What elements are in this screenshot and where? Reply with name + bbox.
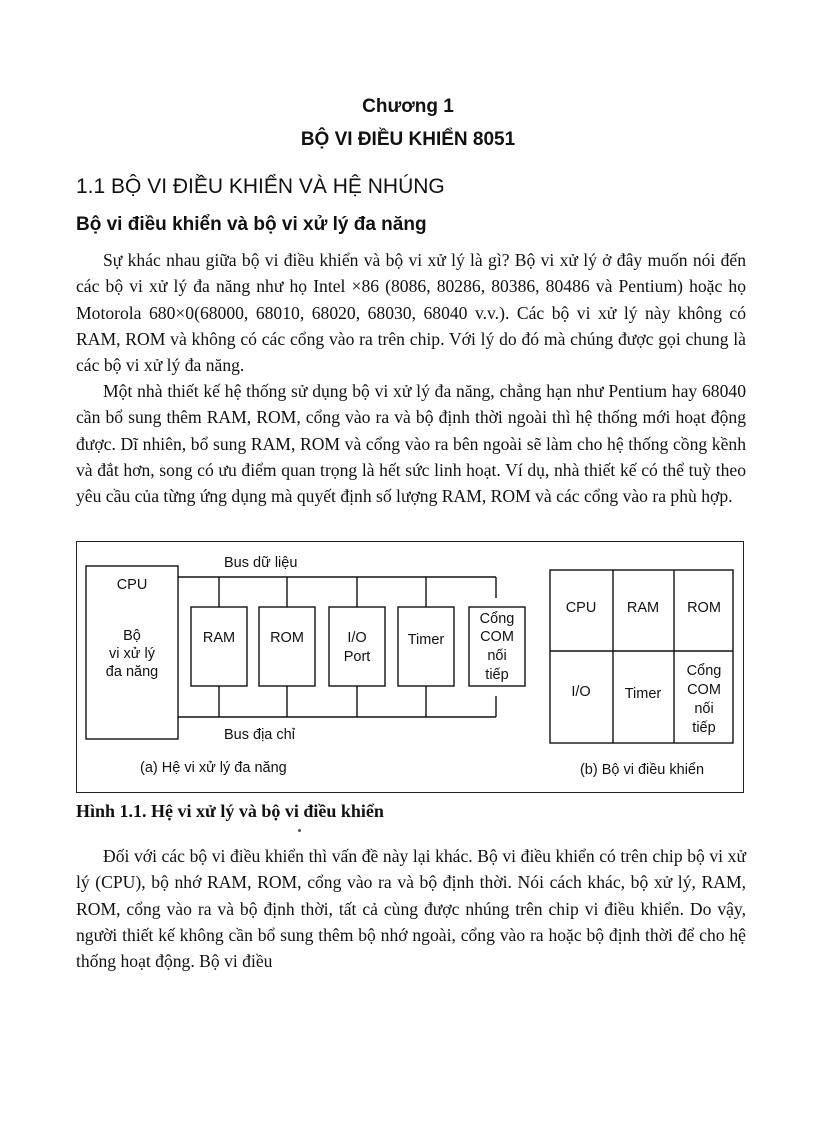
paragraph-1: Sự khác nhau giữa bộ vi điều khiển và bộ vi xử lý là gì? Bộ vi xử lý ở đây muốn nói đến các bộ vi xử lý đa năng như họ Intel ×86 (8086, 80286, 80386, 80486 và Pentium) hoặc họ Motorola 680×0(68000, 68010, 68020, 68030, 68040 v.v.). Các bộ vi xử lý này không có RAM, ROM và không có các cổng vào ra trên chip. Với lý do đó mà chúng được gọi chung là các bộ vi xử lý đa năng. <box>76 250 746 376</box>
paragraph-3: Đối với các bộ vi điều khiển thì vấn đề này lại khác. Bộ vi điều khiển có trên chip bộ vi xử lý (CPU), bộ nhớ RAM, ROM, cổng vào ra và bộ định thời. Nói cách khác, bộ xử lý, RAM, ROM, cổng vào ra và bộ định thời, tất cả cùng được nhúng trên chip vi điều khiển. Do vậy, người thiết kế không cần bổ sung thêm bộ nhớ ngoài, cổng vào ra hoặc bộ định thời để cho hệ thống hoạt động. Bộ vi điều <box>76 846 746 972</box>
stray-dot <box>298 829 301 832</box>
diagram-a <box>86 566 733 743</box>
rom-label: ROM <box>270 630 304 646</box>
com-label-line-3: nối <box>487 648 507 664</box>
io-label-line-1: I/O <box>347 630 367 646</box>
com-label-line-1: Cổng <box>479 611 515 627</box>
mcu-io-label: I/O <box>571 684 591 700</box>
io-box <box>329 607 385 686</box>
com-label-line-4: tiếp <box>485 667 509 683</box>
chapter-number: Chương 1 <box>362 96 454 117</box>
mcu-timer-label: Timer <box>624 686 662 702</box>
figure-caption: Hình 1.1. Hệ vi xử lý và bộ vi điều khiển <box>76 801 384 821</box>
subsection-title: Bộ vi điều khiển và bộ vi xử lý đa năng <box>76 214 427 235</box>
timer-label: Timer <box>407 632 445 648</box>
io-label-line-2: Port <box>343 649 371 665</box>
com-label-line-2: COM <box>480 629 514 645</box>
mcu-rom-label: ROM <box>687 600 721 616</box>
mcu-com-line-2: COM <box>687 682 721 698</box>
rom-box <box>259 607 315 686</box>
ram-box <box>191 607 247 686</box>
mcu-com-line-3: nối <box>694 701 714 717</box>
figure-a-caption: (a) Hệ vi xử lý đa năng <box>140 760 287 776</box>
diagram-a-labels <box>106 555 515 776</box>
mcu-cpu-label: CPU <box>565 600 597 616</box>
mcu-com-line-4: tiếp <box>692 720 716 736</box>
chapter-title: BỘ VI ĐIỀU KHIỂN 8051 <box>300 129 516 150</box>
mcu-ram-label: RAM <box>626 600 660 616</box>
data-bus-label: Bus dữ liệu <box>224 555 298 571</box>
microcontroller-box <box>550 570 733 743</box>
paragraph-2: Một nhà thiết kế hệ thống sử dụng bộ vi xử lý đa năng, chẳng hạn như Pentium hay 68040 cần bổ sung thêm RAM, ROM, cổng vào ra và bộ định thời ngoài thì hệ thống mới hoạt động được. Dĩ nhiên, bổ sung RAM, ROM và cổng vào ra bên ngoài sẽ làm cho hệ thống cồng kềnh và đắt hơn, song có ưu điểm quan trọng là hết sức linh hoạt. Ví dụ, nhà thiết kế có thể tuỳ theo yêu cầu của từng ứng dụng mà quyết định số lượng RAM, ROM và các cổng vào ra phù hợp. <box>76 381 746 507</box>
diagram-b-labels <box>566 600 722 778</box>
ram-label: RAM <box>202 630 236 646</box>
figure-b-caption: (b) Bộ vi điều khiển <box>579 762 705 778</box>
section-title: 1.1 BỘ VI ĐIỀU KHIỂN VÀ HỆ NHÚNG <box>76 175 445 198</box>
address-bus-label: Bus địa chỉ <box>224 727 295 743</box>
cpu-label: CPU <box>116 577 148 593</box>
mcu-com-line-1: Cổng <box>686 663 722 679</box>
cpu-desc-line-1: Bộ <box>123 628 141 644</box>
figure-diagram <box>76 541 744 793</box>
cpu-desc-line-2: vi xử lý <box>109 646 155 662</box>
cpu-desc-line-3: đa năng <box>105 664 159 680</box>
